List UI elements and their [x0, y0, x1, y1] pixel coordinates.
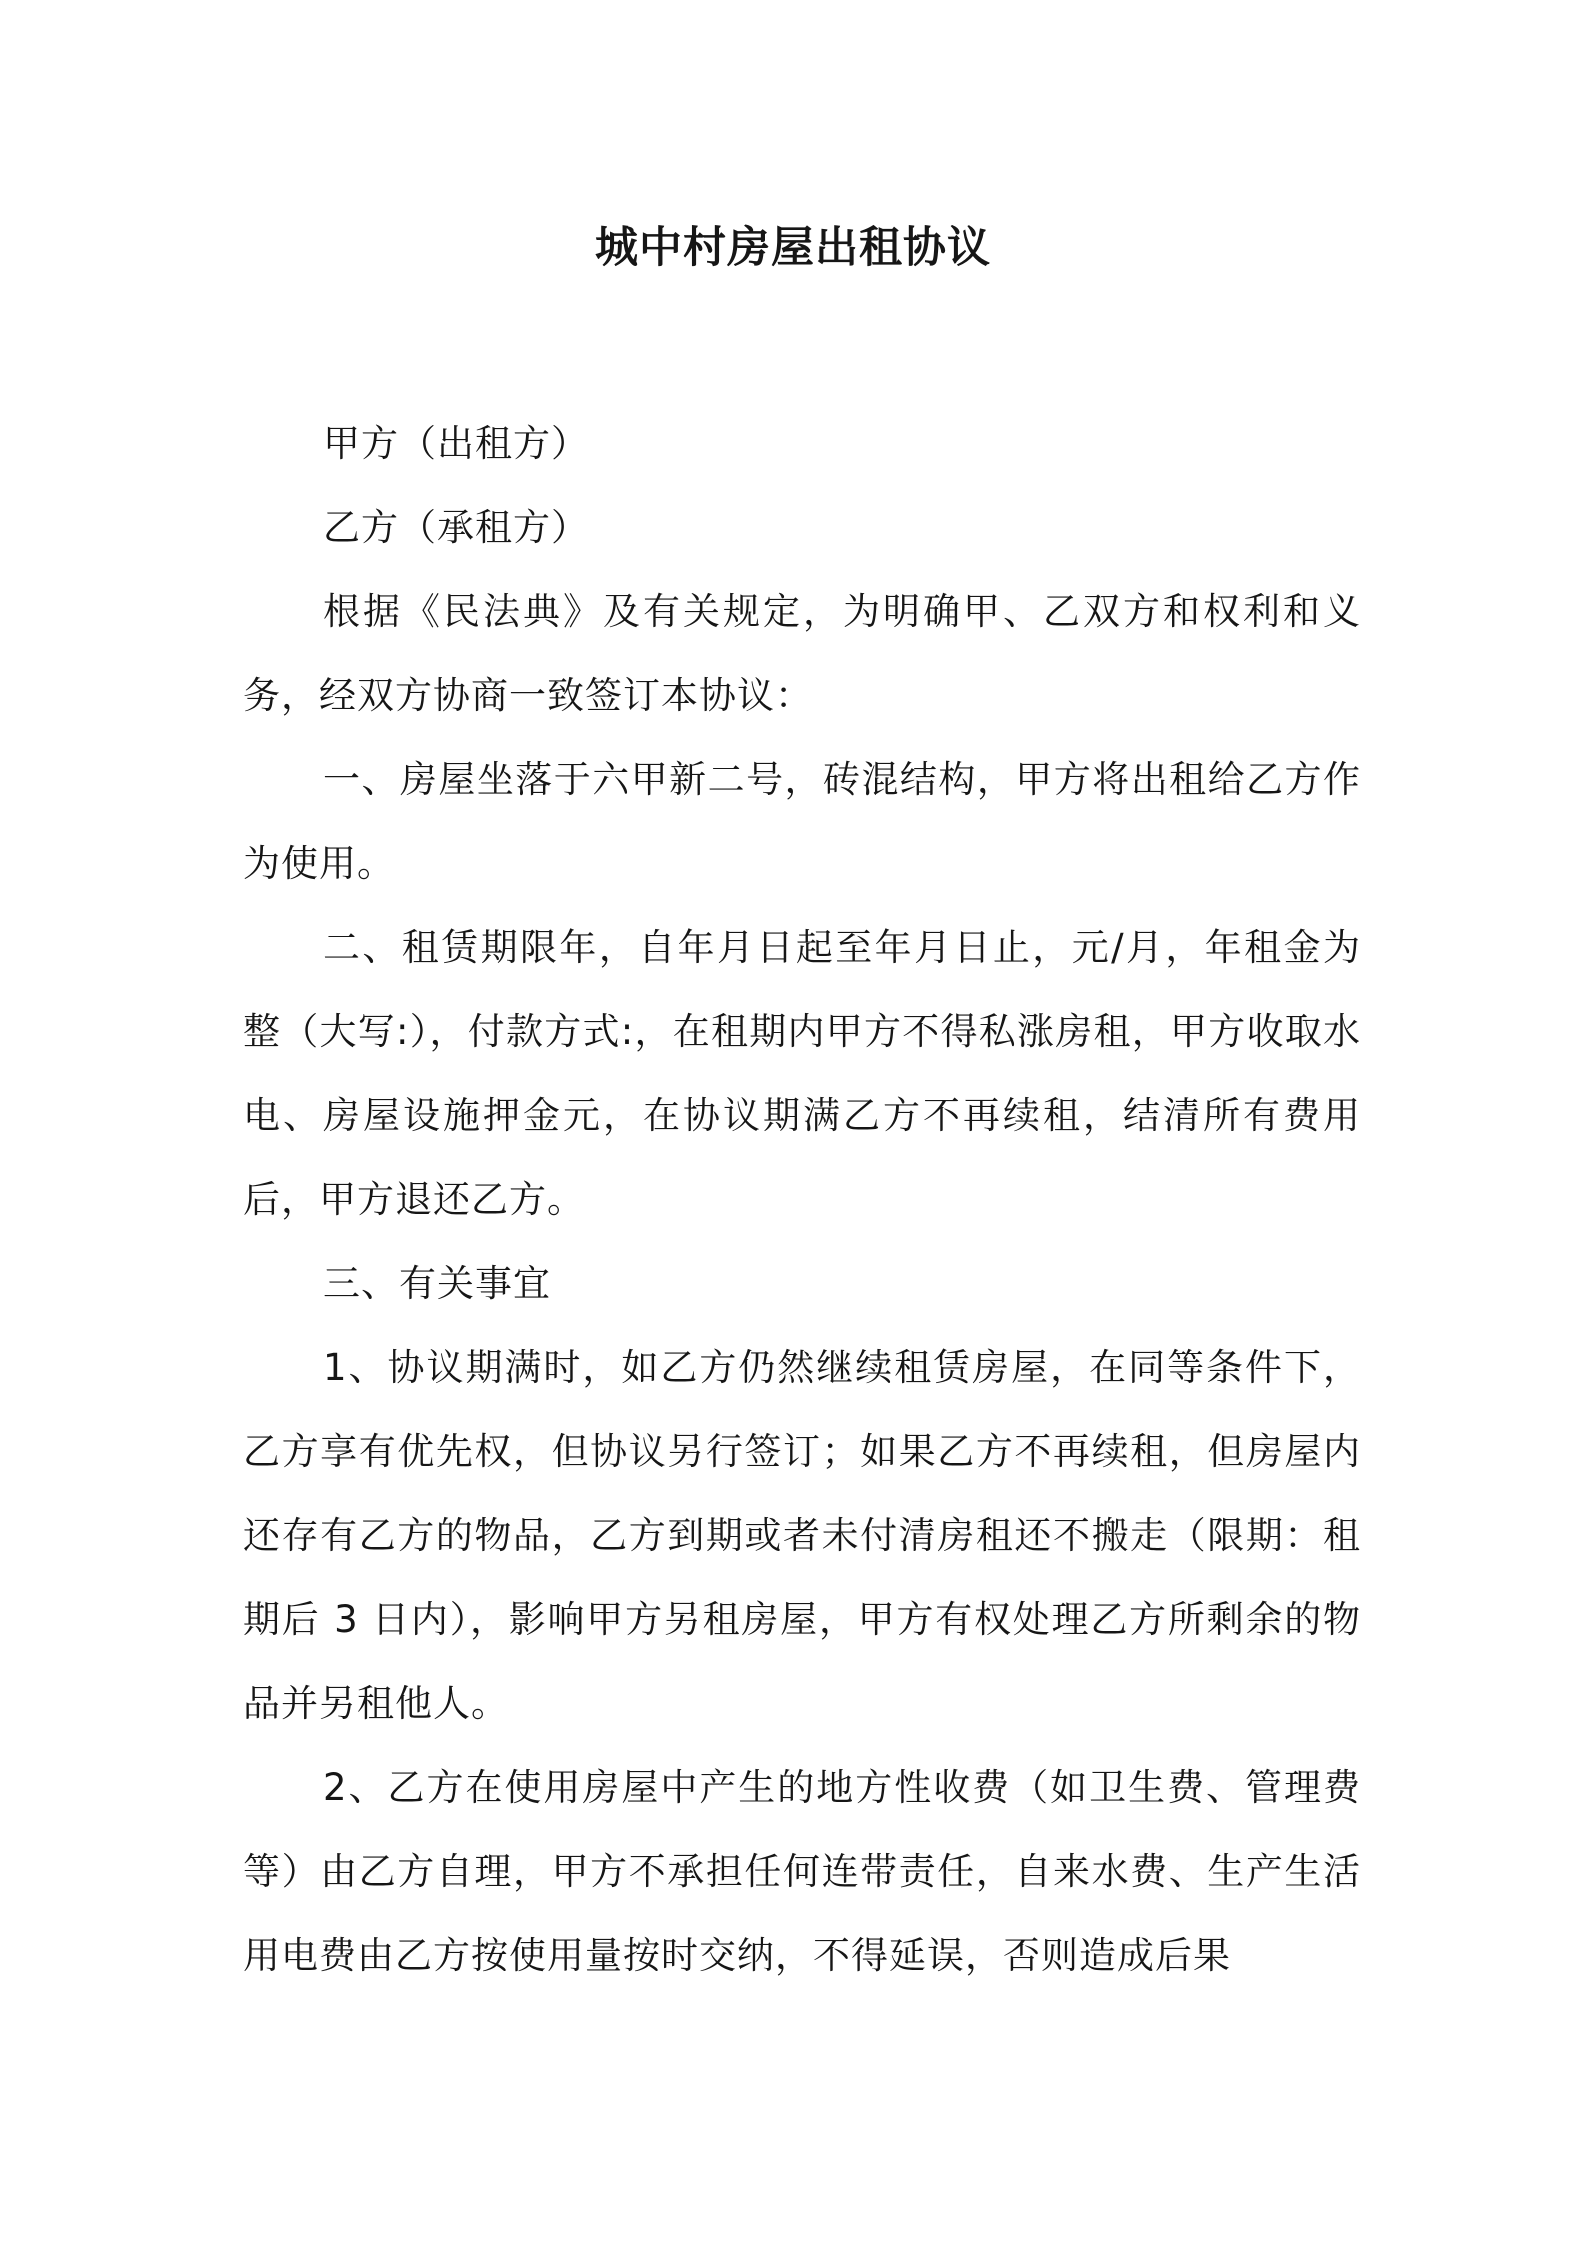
clause-2-paragraph: 二、租赁期限年，自年月日起至年月日止，元/月，年租金为整（大写:），付款方式:，在租期内甲方不得私涨房租，甲方收取水电、房屋设施押金元，在协议期满乙方不再续租，结清所有费用后，甲方退还乙方。	[243, 926, 1361, 1221]
document-body	[243, 402, 1361, 1998]
clause-3-item-2: 2、乙方在使用房屋中产生的地方性收费（如卫生费、管理费等）由乙方自理，甲方不承担任何连带责任，自来水费、生产生活用电费由乙方按使用量按时交纳，不得延误，否则造成后果	[243, 1766, 1361, 1977]
clause-3-item-1: 1、协议期满时，如乙方仍然继续租赁房屋，在同等条件下，乙方享有优先权，但协议另行签订；如果乙方不再续租，但房屋内还存有乙方的物品，乙方到期或者未付清房租还不搬走（限期：租期后 3 日内），影响甲方另租房屋，甲方有权处理乙方所剩余的物品并另租他人。	[243, 1346, 1361, 1725]
party-b-line: 乙方（承租方）	[323, 506, 589, 549]
clause-1-paragraph: 一、房屋坐落于六甲新二号，砖混结构，甲方将出租给乙方作为使用。	[243, 758, 1361, 885]
party-a-line: 甲方（出租方）	[323, 422, 589, 465]
clause-3-heading: 三、有关事宜	[323, 1262, 551, 1305]
document-title: 城中村房屋出租协议	[595, 223, 991, 273]
preamble-paragraph: 根据《民法典》及有关规定，为明确甲、乙双方和权利和义务，经双方协商一致签订本协议：	[243, 590, 1361, 717]
